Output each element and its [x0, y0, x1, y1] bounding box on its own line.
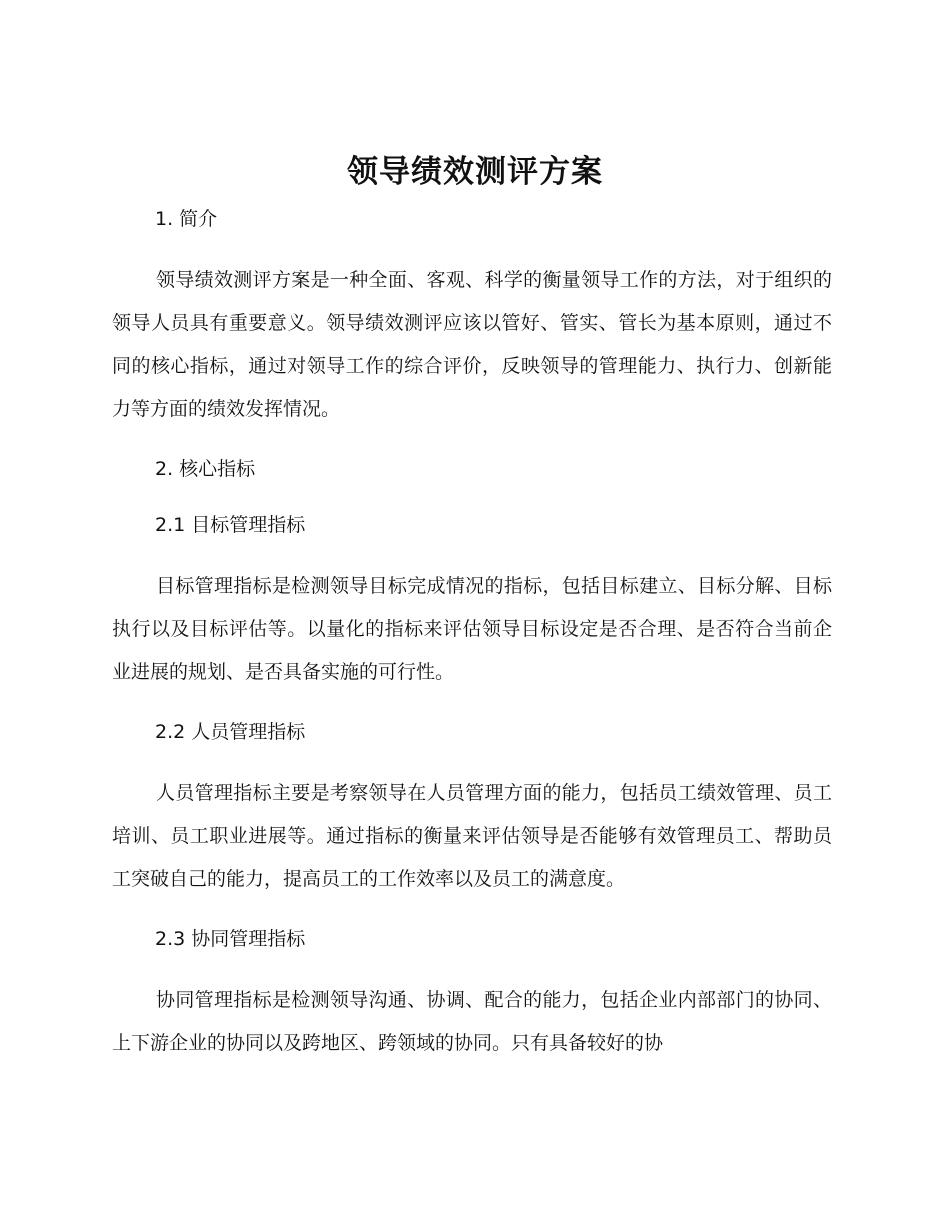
section-paragraph-goal: 目标管理指标是检测领导目标完成情况的指标，包括目标建立、目标分解、目标执行以及目标评估等。以量化的指标来评估领导目标设定是否合理、是否符合当前企业进展的规划、是否具备实施的可行性。 [112, 575, 832, 683]
section-heading-goal: 2.1 目标管理指标 [155, 514, 306, 536]
section-paragraph-people: 人员管理指标主要是考察领导在人员管理方面的能力，包括员工绩效管理、员工培训、员工职业进展等。通过指标的衡量来评估领导是否能够有效管理员工、帮助员工突破自己的能力，提高员工的工作效率以及员工的满意度。 [112, 782, 832, 890]
section-heading-intro: 1. 简介 [155, 208, 218, 230]
section-paragraph-intro: 领导绩效测评方案是一种全面、客观、科学的衡量领导工作的方法，对于组织的领导人员具有重要意义。领导绩效测评应该以管好、管实、管长为基本原则，通过不同的核心指标，通过对领导工作的综合评价，反映领导的管理能力、执行力、创新能力等方面的绩效发挥情况。 [112, 269, 832, 420]
section-paragraph-collab: 协同管理指标是检测领导沟通、协调、配合的能力，包括企业内部部门的协同、上下游企业的协同以及跨地区、跨领域的协同。只有具备较好的协 [112, 989, 832, 1054]
document-title: 领导绩效测评方案 [347, 154, 603, 190]
section-heading-core: 2. 核心指标 [155, 458, 256, 480]
document-body [112, 203, 832, 1065]
section-heading-people: 2.2 人员管理指标 [155, 721, 306, 743]
section-heading-collab: 2.3 协同管理指标 [155, 928, 306, 950]
